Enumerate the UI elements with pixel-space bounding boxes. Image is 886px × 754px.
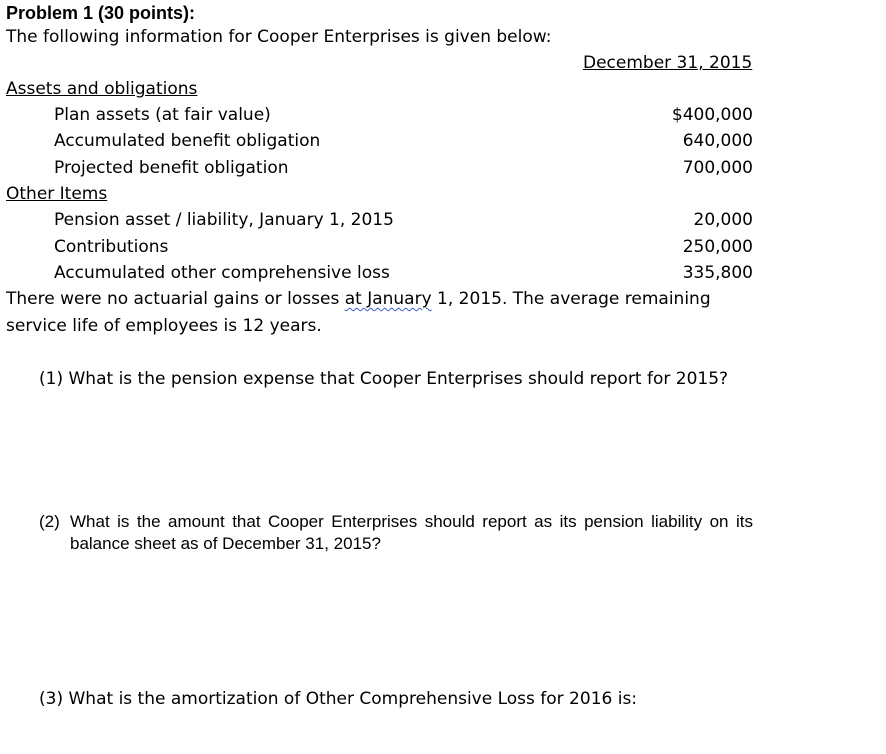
row-label-contributions: Contributions bbox=[54, 237, 169, 257]
question-text: What is the amortization of Other Comprehensive Loss for 2016 is: bbox=[68, 689, 638, 709]
question-1 bbox=[39, 371, 728, 388]
problem-title: Problem 1 (30 points): bbox=[6, 3, 196, 23]
intro-text: The following information for Cooper Enterprises is given below: bbox=[6, 27, 552, 47]
note-line-1 bbox=[6, 291, 711, 308]
row-value-aocl: 335,800 bbox=[682, 263, 753, 283]
question-3 bbox=[39, 691, 637, 708]
row-label-pension-asset-liability: Pension asset / liability, January 1, 2015 bbox=[54, 210, 394, 230]
note-text-before: There were no actuarial gains or losses bbox=[6, 289, 345, 309]
note-line-2: service life of employees is 12 years. bbox=[6, 316, 322, 336]
question-text: What is the amount that Cooper Enterprises should report as its pension liability on its balance sheet as of December 31, 2015? bbox=[70, 512, 753, 553]
note-text-after: 1, 2015. The average remaining bbox=[431, 289, 711, 309]
spellcheck-underline: at January bbox=[344, 289, 432, 309]
section-heading-other-items: Other Items bbox=[6, 184, 108, 204]
section-heading-assets: Assets and obligations bbox=[6, 79, 198, 99]
row-value-abo: 640,000 bbox=[682, 131, 753, 151]
row-value-pbo: 700,000 bbox=[682, 158, 753, 178]
row-label-pbo: Projected benefit obligation bbox=[54, 158, 289, 178]
question-number: (3) bbox=[39, 689, 64, 709]
row-label-abo: Accumulated benefit obligation bbox=[54, 131, 321, 151]
column-header-date: December 31, 2015 bbox=[583, 53, 753, 73]
row-label-plan-assets: Plan assets (at fair value) bbox=[54, 105, 271, 125]
row-value-plan-assets: $400,000 bbox=[671, 105, 753, 125]
row-label-aocl: Accumulated other comprehensive loss bbox=[54, 263, 390, 283]
question-number: (1) bbox=[39, 369, 64, 389]
row-value-pension-asset-liability: 20,000 bbox=[693, 210, 753, 230]
question-text: What is the pension expense that Cooper Enterprises should report for 2015? bbox=[68, 369, 729, 389]
question-number: (2) bbox=[39, 512, 60, 531]
row-value-contributions: 250,000 bbox=[682, 237, 753, 257]
question-2 bbox=[39, 511, 753, 555]
